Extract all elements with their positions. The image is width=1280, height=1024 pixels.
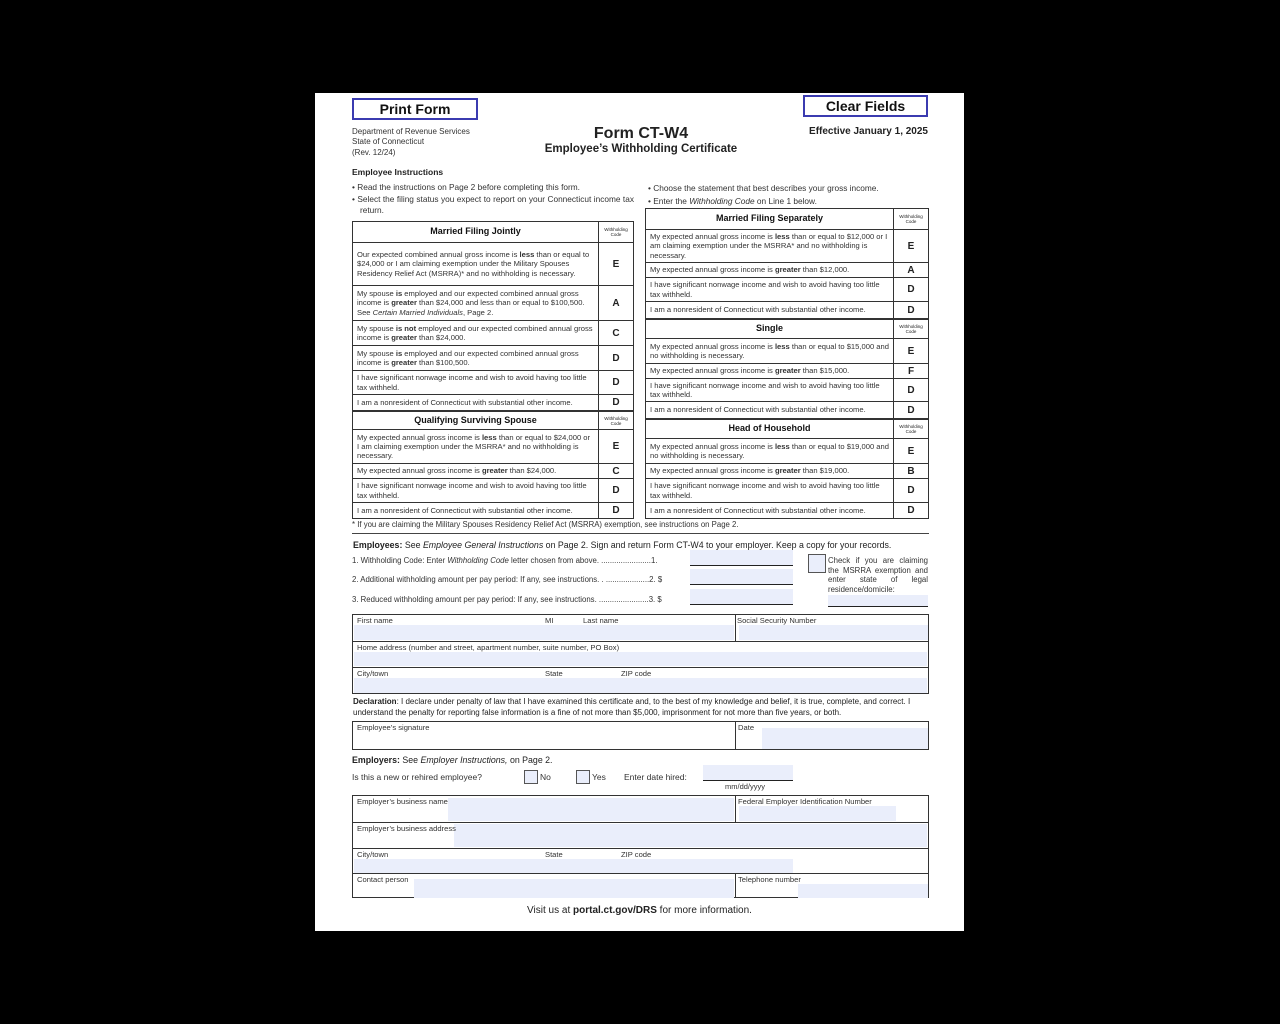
income-statement bbox=[646, 263, 893, 277]
msrra-label: Check if you are claiming the MSRRA exemption and enter state of legal residence/domicile: bbox=[828, 556, 928, 594]
withholding-code: D bbox=[893, 503, 928, 518]
city-label: City/town bbox=[357, 669, 389, 678]
statement-text: I have significant nonwage income and wish to avoid having too little tax withheld. bbox=[650, 280, 880, 299]
table-row bbox=[353, 429, 633, 463]
income-statement bbox=[353, 346, 598, 370]
withholding-code: E bbox=[893, 230, 928, 262]
statement-text: My expected annual gross income is bbox=[357, 466, 482, 476]
statement-text: My expected annual gross income is bbox=[650, 366, 775, 376]
statement-text: I am a nonresident of Connecticut with substantial other income. bbox=[357, 505, 573, 515]
statement-text: is bbox=[395, 348, 403, 358]
filing-status-header bbox=[646, 318, 928, 338]
statement-text: I have significant nonwage income and wish to avoid having too little tax withheld. bbox=[357, 481, 587, 500]
form-page bbox=[315, 93, 964, 931]
filing-status-header bbox=[353, 222, 633, 242]
last-name-label: Last name bbox=[583, 616, 619, 625]
withholding-code: C bbox=[598, 321, 633, 345]
statement-text: My spouse bbox=[357, 348, 396, 358]
state-of-residence-input[interactable] bbox=[828, 595, 928, 607]
code-column-header bbox=[893, 209, 928, 229]
right-status-table bbox=[645, 208, 929, 519]
statement-text: than $24,000. bbox=[507, 466, 557, 476]
drs-link[interactable]: portal.ct.gov/DRS bbox=[573, 905, 657, 916]
statement-text: greater bbox=[391, 358, 417, 367]
withholding-code: E bbox=[893, 439, 928, 463]
employer-info-box bbox=[352, 795, 929, 898]
table-row bbox=[646, 262, 928, 277]
table-row bbox=[646, 502, 928, 518]
withholding-code: D bbox=[893, 479, 928, 502]
statement-text: My expected annual gross income is bbox=[650, 265, 775, 275]
statement-text: I have significant nonwage income and wish to avoid having too little tax withheld. bbox=[357, 373, 587, 392]
withholding-code-input[interactable] bbox=[690, 550, 793, 566]
table-row bbox=[646, 438, 928, 463]
table-row bbox=[353, 502, 633, 518]
employers-instructions: Employers: See Employer Instructions, on Page 2. bbox=[352, 755, 553, 765]
income-statement bbox=[646, 464, 893, 478]
statement-text: than or equal to $15,000 and no withholding is necessary. bbox=[650, 341, 889, 360]
statement-text: My expected annual gross income is bbox=[357, 432, 482, 442]
code-column-header bbox=[598, 222, 633, 242]
code-header-word: Code bbox=[610, 420, 622, 426]
statement-text: My spouse bbox=[357, 323, 396, 333]
date-format-hint: mm/dd/yyyy bbox=[725, 782, 766, 791]
date-hired-label: Enter date hired: bbox=[624, 772, 687, 782]
code-header-word: Code bbox=[610, 232, 622, 237]
table-row bbox=[646, 301, 928, 318]
employer-zip-label: ZIP code bbox=[621, 850, 652, 859]
statement-text: less bbox=[481, 432, 497, 442]
line-2-label: 2. Additional withholding amount per pay period: If any, see instructions. . ....................2. $ bbox=[352, 575, 663, 584]
statement-text: than $19,000. bbox=[800, 466, 850, 476]
signature-box bbox=[352, 721, 929, 750]
statement-text: than $100,500. bbox=[416, 358, 470, 367]
name-input[interactable] bbox=[354, 625, 734, 640]
statement-text: I have significant nonwage income and wish to avoid having too little tax withheld. bbox=[650, 380, 880, 399]
income-statement bbox=[353, 464, 598, 478]
income-statement bbox=[353, 503, 598, 518]
code-header-word: Withholding bbox=[899, 324, 923, 329]
filing-status-header bbox=[646, 418, 928, 438]
table-row bbox=[353, 478, 633, 502]
employer-city-label: City/town bbox=[357, 850, 389, 859]
business-name-label: Employer’s business name bbox=[357, 797, 448, 806]
filing-status-title: Single bbox=[755, 323, 783, 334]
business-address-label: Employer’s business address bbox=[357, 824, 456, 833]
statement-text: I am a nonresident of Connecticut with substantial other income. bbox=[357, 397, 573, 407]
statement-text: employed and our expected combined annual gross income is bbox=[357, 323, 593, 342]
code-header-word: Withholding bbox=[604, 415, 628, 421]
ssn-input[interactable] bbox=[739, 625, 928, 640]
withholding-code: D bbox=[893, 402, 928, 418]
first-name-label: First name bbox=[357, 616, 393, 625]
withholding-code: D bbox=[598, 503, 633, 518]
code-header-word: Code bbox=[905, 329, 917, 334]
fein-label: Federal Employer Identification Number bbox=[738, 797, 872, 806]
statement-text: I have significant nonwage income and wish to avoid having too little tax withheld. bbox=[650, 481, 880, 500]
business-address-input[interactable] bbox=[454, 824, 927, 847]
income-statement bbox=[353, 395, 598, 410]
income-statement bbox=[646, 230, 893, 262]
statement-text: less bbox=[774, 341, 790, 351]
form-subtitle: Employee’s Withholding Certificate bbox=[544, 143, 738, 155]
employer-state-label: State bbox=[545, 850, 563, 859]
statement-text: greater bbox=[774, 265, 801, 275]
withholding-code: E bbox=[598, 243, 633, 285]
statement-text: My spouse bbox=[357, 289, 396, 299]
date-label: Date bbox=[738, 723, 755, 732]
filing-status-title: Head of Household bbox=[728, 423, 811, 434]
statement-text: is bbox=[395, 289, 403, 299]
withholding-code: D bbox=[893, 278, 928, 301]
income-statement bbox=[646, 379, 893, 401]
withholding-code: E bbox=[598, 430, 633, 463]
filing-status-title: Married Filing Separately bbox=[715, 213, 824, 224]
contact-person-input[interactable] bbox=[414, 879, 734, 898]
table-row bbox=[353, 345, 633, 370]
withholding-code: D bbox=[598, 346, 633, 370]
table-row bbox=[353, 285, 633, 320]
declaration-text: Declaration: I declare under penalty of law that I have examined this certificate and, to the best of my knowledge and belief, it is true, complete, and correct. I understand the penalty for reporting false information is a fine of not more than $5,000, imprisonment for not more than five years, or both. bbox=[353, 697, 911, 717]
statement-text: , Page 2. bbox=[462, 307, 494, 317]
withholding-code: D bbox=[893, 302, 928, 318]
line-1-label: 1. Withholding Code: Enter Withholding Code letter chosen from above. .......................1. bbox=[352, 556, 658, 565]
statement-text: less bbox=[519, 250, 535, 260]
statement-text: Certain Married Individuals bbox=[372, 307, 463, 317]
income-statement bbox=[353, 321, 598, 345]
withholding-code: E bbox=[893, 339, 928, 363]
table-row bbox=[646, 277, 928, 301]
table-row bbox=[646, 478, 928, 502]
msrra-footnote: * If you are claiming the Military Spouses Residency Relief Act (MSRRA) exemption, see instructions on Page 2. bbox=[352, 520, 739, 529]
home-address-label: Home address (number and street, apartment number, suite number, PO Box) bbox=[357, 643, 620, 652]
statement-text: employed and our expected combined annual gross income is bbox=[357, 348, 579, 367]
income-statement bbox=[353, 243, 598, 285]
telephone-label: Telephone number bbox=[738, 875, 801, 884]
print-form-button[interactable]: Print Form bbox=[352, 98, 478, 120]
employee-info-box bbox=[352, 614, 929, 694]
statement-text: I am a nonresident of Connecticut with substantial other income. bbox=[650, 505, 866, 515]
form-title: Form CT-W4 bbox=[593, 125, 689, 142]
code-header-word: Withholding bbox=[899, 214, 923, 219]
income-statement bbox=[646, 339, 893, 363]
effective-date: Effective January 1, 2025 bbox=[809, 126, 928, 137]
left-status-table bbox=[352, 221, 634, 519]
statement-text: than $15,000. bbox=[800, 366, 850, 376]
income-statement bbox=[353, 371, 598, 394]
filing-status-header bbox=[646, 209, 928, 229]
new-employee-yes-checkbox[interactable] bbox=[576, 770, 590, 784]
no-label: No bbox=[540, 772, 551, 782]
table-row bbox=[646, 229, 928, 262]
table-row bbox=[353, 394, 633, 410]
income-statement bbox=[646, 439, 893, 463]
statement-text: than or equal to $24,000 or I am claiming exemption under the Military Spouses Residency Relief Act (MSRRA)* and no withholding is necessary. bbox=[357, 250, 590, 278]
instruction-1: • Read the instructions on Page 2 before completing this form. bbox=[352, 182, 580, 192]
statement-text: than or equal to $24,000 or I am claiming exemption under the MSRRA* and no withholding is necessary. bbox=[357, 432, 591, 461]
additional-withholding-input[interactable] bbox=[690, 569, 793, 585]
code-header-word: Code bbox=[905, 219, 917, 224]
statement-text: I am a nonresident of Connecticut with substantial other income. bbox=[650, 405, 866, 415]
statement-text: than $12,000. bbox=[800, 265, 850, 275]
filing-status-title: Qualifying Surviving Spouse bbox=[414, 414, 537, 425]
statement-text: I am a nonresident of Connecticut with substantial other income. bbox=[650, 305, 866, 315]
statement-text: less bbox=[774, 232, 790, 242]
withholding-code: D bbox=[598, 479, 633, 502]
withholding-code: A bbox=[893, 263, 928, 277]
employees-instructions: Employees: See Employee General Instructions on Page 2. Sign and return Form CT-W4 to your employer. Keep a copy for your records. bbox=[353, 540, 892, 550]
state-name: State of Connecticut bbox=[352, 136, 425, 146]
income-statement bbox=[646, 364, 893, 378]
date-hired-input[interactable] bbox=[703, 765, 793, 781]
instruction-3: • Choose the statement that best describes your gross income. bbox=[648, 183, 879, 193]
table-row bbox=[353, 370, 633, 394]
statement-text: greater bbox=[774, 466, 801, 476]
withholding-code: D bbox=[598, 395, 633, 410]
contact-person-label: Contact person bbox=[357, 875, 409, 884]
income-statement bbox=[353, 479, 598, 502]
statement-text: less bbox=[774, 441, 790, 451]
income-statement bbox=[646, 302, 893, 318]
income-statement bbox=[646, 278, 893, 301]
statement-text: greater bbox=[774, 366, 801, 376]
home-address-input[interactable] bbox=[354, 652, 927, 666]
signature-label: Employee’s signature bbox=[357, 723, 430, 732]
withholding-code: D bbox=[893, 379, 928, 401]
filing-status-title: Married Filing Jointly bbox=[430, 226, 521, 237]
statement-text: is not bbox=[395, 323, 417, 333]
table-row bbox=[353, 242, 633, 285]
instructions-heading: Employee Instructions bbox=[352, 167, 444, 177]
statement-text: greater bbox=[391, 298, 417, 308]
code-header-word: Code bbox=[905, 429, 917, 434]
table-row bbox=[646, 338, 928, 363]
table-row bbox=[646, 363, 928, 378]
filing-status-header bbox=[353, 410, 633, 429]
statement-text: My expected annual gross income is bbox=[650, 466, 775, 476]
business-name-input[interactable] bbox=[448, 798, 734, 821]
income-statement bbox=[646, 503, 893, 518]
statement-text: greater bbox=[391, 333, 417, 342]
department bbox=[352, 127, 470, 158]
income-statement bbox=[353, 430, 598, 463]
withholding-code: F bbox=[893, 364, 928, 378]
table-row bbox=[646, 463, 928, 478]
statement-text: than or equal to $19,000 and no withholding is necessary. bbox=[650, 441, 889, 460]
new-employee-question: Is this a new or rehired employee? bbox=[352, 772, 482, 782]
withholding-code: B bbox=[893, 464, 928, 478]
withholding-code: A bbox=[598, 286, 633, 320]
code-column-header bbox=[598, 412, 633, 429]
withholding-code: C bbox=[598, 464, 633, 478]
statement-text: My expected annual gross income is bbox=[650, 341, 775, 351]
footer: Visit us at portal.ct.gov/DRS for more information. bbox=[527, 905, 752, 916]
state-label: State bbox=[545, 669, 563, 678]
withholding-code: D bbox=[598, 371, 633, 394]
clear-fields-button[interactable]: Clear Fields bbox=[803, 95, 928, 117]
employer-city-state-zip-input[interactable] bbox=[354, 859, 793, 873]
table-row bbox=[646, 401, 928, 418]
table-row bbox=[646, 378, 928, 401]
income-statement bbox=[353, 286, 598, 320]
statement-text: greater bbox=[481, 466, 508, 476]
zip-label: ZIP code bbox=[621, 669, 652, 678]
yes-label: Yes bbox=[592, 772, 606, 782]
reduced-withholding-input[interactable] bbox=[690, 589, 793, 605]
statement-text: than or equal to $12,000 or I am claiming exemption under the MSRRA* and no withholding is necessary. bbox=[650, 232, 888, 260]
mi-label: MI bbox=[545, 616, 554, 625]
city-state-zip-input[interactable] bbox=[354, 678, 927, 693]
income-statement bbox=[646, 402, 893, 418]
statement-text: Our expected combined annual gross income is bbox=[357, 250, 520, 260]
fein-input[interactable] bbox=[739, 806, 896, 821]
new-employee-no-checkbox[interactable] bbox=[524, 770, 538, 784]
revision: (Rev. 12/24) bbox=[352, 148, 396, 157]
code-header-word: Withholding bbox=[899, 424, 923, 429]
income-statement bbox=[646, 479, 893, 502]
line-3-label: 3. Reduced withholding amount per pay period: If any, see instructions. .......................3. $ bbox=[352, 595, 662, 604]
statement-text: employed and our expected combined annual gross income is bbox=[357, 289, 579, 308]
table-row bbox=[353, 320, 633, 345]
table-row bbox=[353, 463, 633, 478]
statement-text: than $24,000 and less than or equal to $100,500. See bbox=[357, 298, 585, 317]
date-input[interactable] bbox=[762, 728, 928, 749]
instruction-2: • Select the filing status you expect to report on your Connecticut income tax return. bbox=[352, 193, 634, 215]
ssn-label: Social Security Number bbox=[737, 616, 817, 625]
code-column-header bbox=[893, 320, 928, 338]
statement-text: than $24,000. bbox=[416, 333, 466, 342]
code-column-header bbox=[893, 420, 928, 438]
statement-text: My expected annual gross income is bbox=[650, 232, 775, 242]
dept-name: Department of Revenue Services bbox=[352, 127, 470, 136]
msrra-checkbox[interactable] bbox=[808, 554, 826, 573]
statement-text: My expected annual gross income is bbox=[650, 441, 775, 451]
code-header-word: Withholding bbox=[604, 227, 628, 232]
instruction-4: • Enter the Withholding Code on Line 1 below. bbox=[648, 196, 817, 206]
telephone-input[interactable] bbox=[798, 884, 928, 898]
